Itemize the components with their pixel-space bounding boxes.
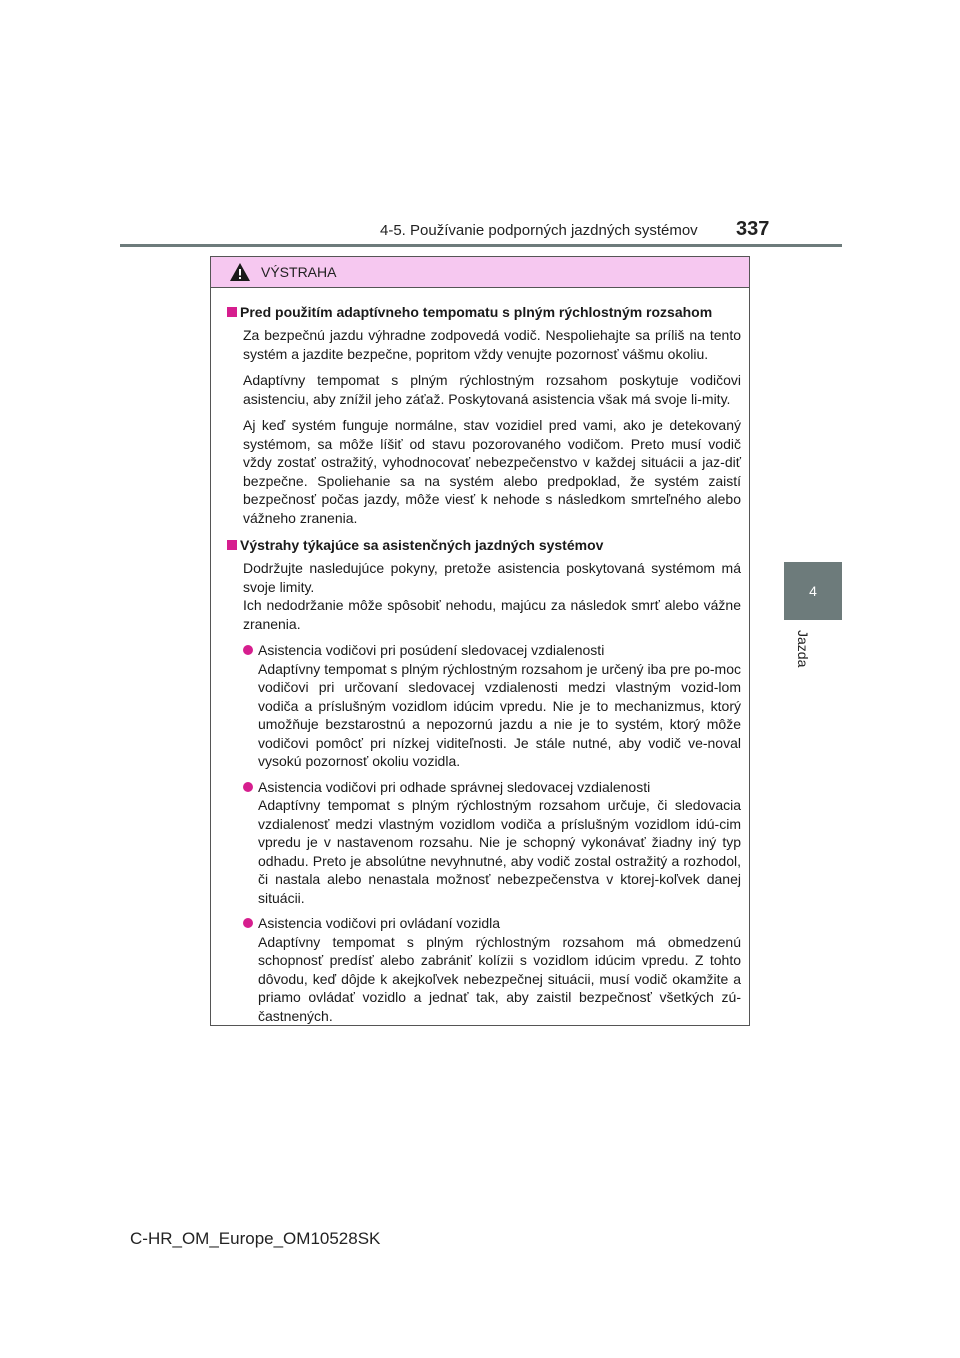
- square-bullet-icon: [227, 540, 237, 550]
- list-item-heading: Asistencia vodičovi pri odhade správnej sledovacej vzdialenosti: [258, 778, 651, 795]
- warning-title: VÝSTRAHA: [261, 264, 337, 280]
- chapter-tab: [784, 562, 842, 620]
- list-item-heading: Asistencia vodičovi pri posúdení sledovacej vzdialenosti: [258, 642, 605, 658]
- list-item-text: Adaptívny tempomat s plným rýchlostným rozsahom určuje, či sledovacia vzdialenosť medzi vlastným vozidlom vodiča a príslušným vozidlom idú-cim vpredu je v nastavenom rozsahu. Nie je schopný vykonávať žiadny iný typ odhadu. Preto je absolútne nevyhnutné, aby vodič zostal ostražitý a rozhodol, či nastala alebo nenastala možnosť nebezpečenstva v ktorej-koľvek danej situácii.: [258, 797, 741, 906]
- paragraph: Za bezpečnú jazdu výhradne zodpovedá vodič. Nespoliehajte sa príliš na tento systém a jazdite bezpečne, popritom vždy venujte pozornosť vášmu okoliu.: [243, 327, 741, 362]
- section-heading: 4-5. Používanie podporných jazdných systémov: [380, 222, 698, 239]
- list-item-text: Adaptívny tempomat s plným rýchlostným rozsahom má obmedzenú schopnosť predísť alebo zabrániť kolízii s vozidlom idúcim vpredu. Z tohto dôvodu, keď dôjde k akejkoľvek nebezpečnej situácii, musí vodič okamžite a priamo ovládať vozidlo a jednať tak, aby zaistil bezpečnosť všetkých zú-častnených.: [258, 933, 741, 1024]
- list-item: [243, 914, 741, 1025]
- paragraph: Ich nedodržanie môže spôsobiť nehodu, majúcu za následok smrť alebo vážne zranenia.: [243, 597, 741, 632]
- section-title-text: Výstrahy týkajúce sa asistenčných jazdných systémov: [240, 537, 604, 553]
- warning-body: [211, 288, 749, 1025]
- list-item-heading: Asistencia vodičovi pri ovládaní vozidla: [258, 915, 501, 931]
- list-item: [243, 641, 741, 771]
- round-bullet-icon: [243, 782, 253, 792]
- header-rule: [120, 244, 842, 247]
- page-number: 337: [736, 218, 770, 240]
- list-item-text: Adaptívny tempomat s plným rýchlostným rozsahom je určený iba pre po-moc vodičovi pri určovaní sledovacej vzdialenosti medzi vlastným vozid-lom vodiča a príslušným vozidlom idúcim vpredu. Nie je to mechanizmus, ktorý umožňuje bezstarostnú a nepozornú jazdu a nie je to systém, ktorý môže vodičovi pomôcť pri nízkej viditeľnosti. Je stále nutné, aby vodič ve-noval vysokú pozornosť okoliu vozidla.: [258, 660, 741, 769]
- document-code: C-HR_OM_Europe_OM10528SK: [130, 1229, 381, 1248]
- paragraph: Adaptívny tempomat s plným rýchlostným rozsahom poskytuje vodičovi asistenciu, aby znížil jeho záťaž. Poskytovaná asistencia však má svoje li-mity.: [243, 372, 741, 407]
- chapter-tab-number: 4: [809, 583, 817, 599]
- section-title-text: Pred použitím adaptívneho tempomatu s plným rýchlostným rozsahom: [240, 304, 713, 320]
- warning-box: [210, 256, 750, 1026]
- round-bullet-icon: [243, 918, 253, 928]
- square-bullet-icon: [227, 307, 237, 317]
- warning-triangle-icon: [229, 262, 251, 282]
- warning-header: [211, 257, 749, 288]
- chapter-tab-label: Jazda: [795, 630, 811, 668]
- paragraph: Dodržujte nasledujúce pokyny, pretože asistencia poskytovaná systémom má svoje limity.: [243, 560, 741, 595]
- paragraph: Aj keď systém funguje normálne, stav vozidiel pred vami, ako je detekovaný systémom, sa môže líšiť od stavu pozorovaného vodičom. Preto musí vodič vždy zostať ostražitý, vyhodnocovať nebezpečenstvo v každej situácii a jaz-diť bezpečne. Spoliehanie sa na systém alebo predpoklad, že systém zaistí bezpečnosť počas jazdy, môže viesť k nehode s následkom smrteľného alebo vážneho zranenia.: [243, 417, 741, 526]
- list-item: [243, 778, 741, 908]
- round-bullet-icon: [243, 645, 253, 655]
- section-title: [227, 535, 741, 555]
- section-title: [227, 302, 741, 322]
